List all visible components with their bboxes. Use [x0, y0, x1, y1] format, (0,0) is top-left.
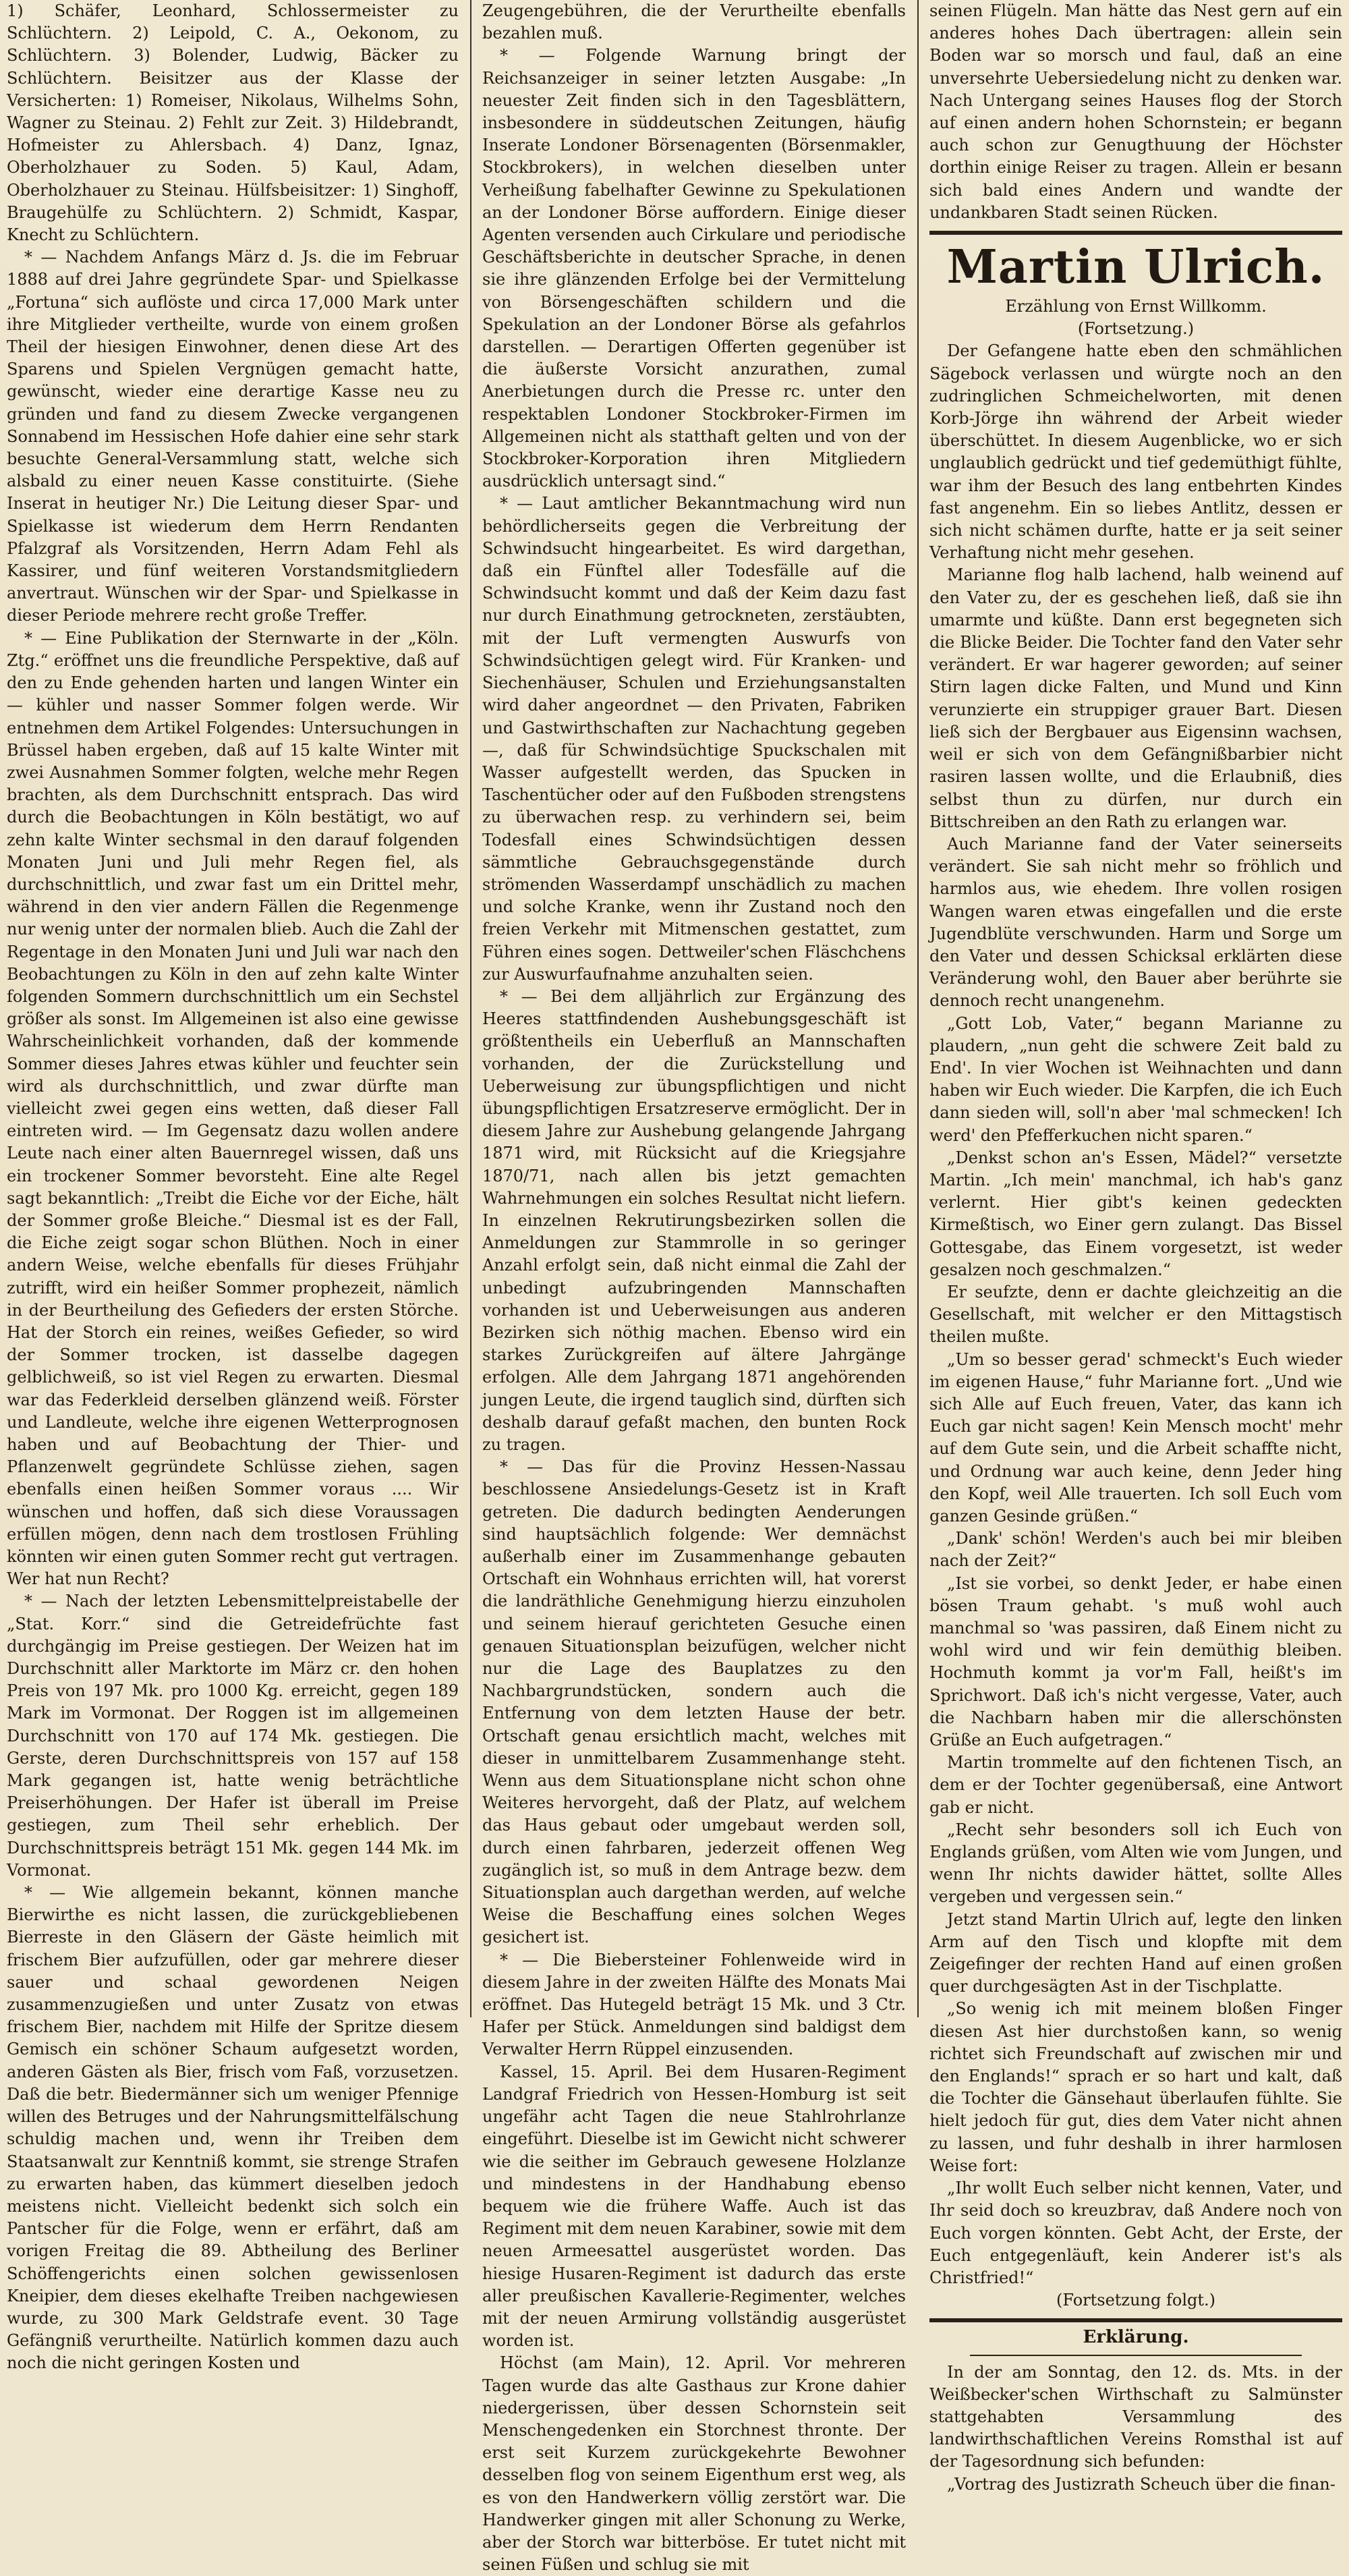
article-paragraph: * — Eine Publikation der Sternwarte in der „Köln. Ztg.“ eröffnet uns die freundliche Perspektive, daß auf den zu Ende gehenden harten und langen Winter ein — kühler und nasser Sommer folgen werde. Wir entnehmen dem Artikel Folgendes: Untersuchungen in Brüssel haben ergeben, daß auf 15 kalte Winter mit zwei Ausnahmen Sommer folgten, welche mehr Regen brachten, als dem Durchschnitt entsprach. Das wird durch die Beobachtungen in Köln bestätigt, wo auf zehn kalte Winter sechsmal in den darauf folgenden Monaten Juni und Juli mehr Regen fiel, als durchschnittlich, und zwar fast um ein Drittel mehr, während in den vier andern Fällen die Regenmenge nur wenig unter der normalen blieb. Auch die Zahl der Regentage in den Monaten Juni und Juli war nach den Beobachtungen zu Köln in den auf zehn kalte Winter folgenden Sommern durchschnittlich um ein Sechstel größer als sonst. Im Allgemeinen ist also eine gewisse Wahrscheinlichkeit vorhanden, daß der kommende Sommer dieses Jahres etwas kühler und feuchter sein wird als durchschnittlich, und zwar dürfte man vielleicht zwei gegen eins wetten, daß dieser Fall eintreten wird. — Im Gegensatz dazu wollen andere Leute nach einer alten Bauernregel wissen, daß uns ein trockener Sommer bevorsteht. Eine alte Regel sagt bekanntlich: „Treibt die Eiche vor der Eiche, hält der Sommer große Bleiche.“ Diesmal ist es der Fall, die Eiche zeigt sogar schon Blüthen. Noch in einer andern Weise, welche ebenfalls für dieses Frühjahr zutrifft, wird ein heißer Sommer prophezeit, nämlich in der Beurtheilung des Gefieders der ersten Störche. Hat der Storch ein reines, weißes Gefieder, so wird der Sommer trocken, ist dasselbe dagegen gelblichweiß, so ist viel Regen zu erwarten. Diesmal war das Federkleid derselben glänzend weiß. Förster und Landleute, welche ihre eigenen Wetterprognosen haben und auf Beobachtung der Thier- und Pflanzenwelt gegründete Schlüsse ziehen, sagen ebenfalls einen heißen Sommer voraus .... Wir wünschen und hoffen, daß sich diese Voraussagen erfüllen mögen, denn nach dem trostlosen Frühling könnten wir einen guten Sommer recht gut vertragen. Wer hat nun Recht?: [7, 628, 459, 1589]
article-paragraph: Höchst (am Main), 12. April. Vor mehreren Tagen wurde das alte Gasthaus zur Krone dahier niedergerissen, über dessen Schornstein seit Menschengedenken ein Storchnest thronte. Der erst seit Kurzem zurückgekehrte Bewohner desselben flog von seinem Eigenthum erst weg, als es von den Handwerkern völlig zerstört war. Die Handwerker gingen mit aller Schonung zu Werke, aber der Storch war bitterböse. Er tutet nicht mit seinen Füßen und schlug sie mit: [482, 2353, 906, 2575]
notice-paragraph: In der am Sonntag, den 12. ds. Mts. in der Weißbecker'schen Wirthschaft zu Salmünster stattgehabten Versammlung des landwirthschaftlichen Vereins Romsthal ist auf der Tagesordnung sich befunden:: [929, 2362, 1342, 2471]
article-paragraph: Zeugengebühren, die der Verurtheilte ebenfalls bezahlen muß.: [482, 1, 906, 43]
article-paragraph: * — Nachdem Anfangs März d. Js. die im Februar 1888 auf drei Jahre gegründete Spar- und Spielkasse „Fortuna“ sich auflöste und circa 17,000 Mark unter ihre Mitglieder vertheilte, wurde von einem großen Theil der hiesigen Einwohner, denen diese Art des Sparens und Spielen Vergnügen gemacht hatte, gewünscht, wieder eine derartige Kasse neu zu gründen und fand zu diesem Zwecke vergangenen Sonnabend im Hessischen Hofe dahier eine sehr stark besuchte General-Versammlung statt, welche sich alsbald zu einer neuen Kasse constituirte. (Siehe Inserat in heutiger Nr.) Die Leitung dieser Spar- und Spielkasse ist wiederum dem Herrn Rendanten Pfalzgraf als Vorsitzenden, Herrn Adam Fehl als Kassirer, und fünf weiteren Vorstandsmitgliedern anvertraut. Wünschen wir der Spar- und Spielkasse in dieser Periode mehrere recht große Treffer.: [7, 248, 459, 625]
article-paragraph: Kassel, 15. April. Bei dem Husaren-Regiment Landgraf Friedrich von Hessen-Homburg ist seit ungefähr acht Tagen die neue Stahlrohrlanze eingeführt. Dieselbe ist im Gewicht nicht schwerer wie die seither im Gebrauch gewesene Holzlanze und mindestens in der Handhabung ebenso bequem wie die frühere Waffe. Auch ist das Regiment mit dem neuen Karabiner, sowie mit dem neuen Armeesattel ausgerüstet worden. Das hiesige Husaren-Regiment ist dadurch das erste aller preußischen Kavallerie-Regimenter, welches mit der neuen Armirung vollständig ausgerüstet worden ist.: [482, 2062, 906, 2351]
serial-paragraph: „So wenig ich mit meinem bloßen Finger diesen Ast hier durchstoßen kann, so wenig richtet sich Freundschaft auf zwischen mir und den Englands!“ sprach er so hart und kalt, daß die Tochter die Gänsehaut überlaufen fühlte. Sie hielt jedoch für gut, dies dem Vater nicht ahnen zu lassen, und fuhr deshalb in ihrer harmlosen Weise fort:: [929, 1999, 1342, 2175]
article-paragraph: * — Das für die Provinz Hessen-Nassau beschlossene Ansiedelungs-Gesetz ist in Kraft getreten. Die dadurch bedingten Aenderungen sind hauptsächlich folgende: Wer demnächst außerhalb einer im Zusammenhange gebauten Ortschaft ein Wohnhaus errichten will, hat vorerst die landräthliche Genehmigung hierzu einzuholen und seinem hierauf gerichteten Gesuche einen genauen Situationsplan beizufügen, welcher nicht nur die Lage des Bauplatzes zu den Nachbargrundstücken, sondern auch die Entfernung von dem letzten Hause der betr. Ortschaft genau ersichtlich macht, welches mit dieser in unmittelbarem Zusammenhange steht. Wenn aus dem Situationsplane nicht schon ohne Weiteres hervorgeht, daß der Platz, auf welchem das Haus gebaut oder umgebaut werden soll, durch einen fahrbaren, jederzeit offenen Weg zugänglich ist, so muß in dem Antrage bezw. dem Situationsplan auch dargethan werden, auf welche Weise die Beschaffung eines solchen Weges gesichert ist.: [482, 1457, 906, 1947]
article-paragraph: 1) Schäfer, Leonhard, Schlossermeister zu Schlüchtern. 2) Leipold, C. A., Oekonom, zu Schlüchtern. 3) Bolender, Ludwig, Bäcker zu Schlüchtern. Beisitzer aus der Klasse der Versicherten: 1) Romeiser, Nikolaus, Wilhelms Sohn, Wagner zu Steinau. 2) Fehlt zur Zeit. 3) Hildebrandt, Hofmeister zu Ahlersbach. 4) Danz, Ignaz, Oberholzhauer zu Soden. 5) Kaul, Adam, Oberholzhauer zu Steinau. Hülfsbeisitzer: 1) Singhoff, Braugehülfe zu Schlüchtern. 2) Schmidt, Kaspar, Knecht zu Schlüchtern.: [7, 1, 459, 245]
serial-paragraph: „Ist sie vorbei, so denkt Jeder, er habe einen bösen Traum gehabt. 's muß wohl auch manchmal so 'was passiren, daß Einem nicht zu wohl wird und wir fein demüthig bleiben. Hochmuth kommt ja vor'm Fall, heißt's im Sprichwort. Daß ich's nicht vergesse, Vater, auch die Nachbarn haben mir die allerschönsten Grüße an Euch aufgetragen.“: [929, 1573, 1342, 1750]
article-paragraph: * — Nach der letzten Lebensmittelpreistabelle der „Stat. Korr.“ sind die Getreidefrüchte fast durchgängig im Preise gestiegen. Der Weizen hat im Durchschnitt aller Marktorte im März cr. den hohen Preis von 197 Mk. pro 1000 Kg. erreicht, gegen 189 Mark im Vormonat. Der Roggen ist im allgemeinen Durchschnitt von 170 auf 174 Mk. gestiegen. Die Gerste, deren Durchschnittspreis von 157 auf 158 Mark gegangen ist, hatte wenig beträchtliche Preiserhöhungen. Der Hafer ist überall im Preise gestiegen, zum Theil sehr erheblich. Der Durchschnittspreis beträgt 151 Mk. gegen 144 Mk. im Vormonat.: [7, 1592, 459, 1880]
serial-paragraph: „Ihr wollt Euch selber nicht kennen, Vater, und Ihr seid doch so kreuzbrav, daß Andere noch von Euch vorgen könnten. Gebt Acht, der Erste, der Euch entgegenläuft, kein Anderer ist's als Christfried!“: [929, 2179, 1342, 2287]
serial-continuation: (Fortsetzung.): [1077, 319, 1195, 339]
article-paragraph: * — Laut amtlicher Bekanntmachung wird nun behördlicherseits gegen die Verbreitung der Schwindsucht hingearbeitet. Es wird dargethan, daß ein Fünftel aller Todesfälle auf die Schwindsucht kommt und daß der Keim dazu fast nur durch Einathmung getrockneten, zerstäubten, mit der Luft vermengten Auswurfs von Schwindsüchtigen gelegt wird. Für Kranken- und Siechenhäuser, Schulen und Erziehungsanstalten wird daher angeordnet — den Privaten, Fabriken und Gastwirthschaften zur Nachachtung gegeben —, daß für Schwindsüchtige Spuckschalen mit Wasser aufgestellt werden, das Spucken in Taschentücher oder auf den Fußboden strengstens zu überwachen resp. zu verhindern sei, beim Todesfall eines Schwindsüchtigen dessen sämmtliche Gebrauchsgegenstände durch strömenden Wasserdampf unschädlich zu machen und solche Kranke, wenn ihr Zustand noch den freien Verkehr mit Mitmenschen gestattet, zum Führen eines sogen. Dettweiler'schen Fläschchens zur Auswurfaufnahme anzuhalten seien.: [482, 494, 906, 984]
serial-paragraph: Jetzt stand Martin Ulrich auf, legte den linken Arm auf den Tisch und klopfte mit dem Zeigefinger der rechten Hand auf einen großen quer durchgesägten Ast in der Tischplatte.: [929, 1909, 1342, 1996]
serial-end: (Fortsetzung folgt.): [1056, 2291, 1215, 2310]
serial-paragraph: Auch Marianne fand der Vater seinerseits verändert. Sie sah nicht mehr so fröhlich und harmlos aus, wie ehedem. Ihre vollen rosigen Wangen waren etwas eingefallen und die erste Jugendblüte verschwunden. Harm und Sorge um den Vater und dessen Schicksal erklärten diese Veränderung wohl, den Bauer aber berührte sie dennoch recht unangenehm.: [929, 834, 1342, 1011]
serial-paragraph: „Denkst schon an's Essen, Mädel?“ versetzte Martin. „Ich mein' manchmal, ich hab's ganz verlernt. Hier gibt's keinen gedeckten Kirmeßtisch, wo Einer gern zulangt. Das Bissel Gottesgabe, das Einem vorgesetzt, ist weder gesalzen noch geschmalzen.“: [929, 1148, 1342, 1279]
section-rule: [929, 231, 1342, 235]
serial-paragraph: Martin trommelte auf den fichtenen Tisch, an dem er der Tochter gegenübersaß, eine Antwort gab er nicht.: [929, 1753, 1342, 1817]
article-paragraph: * — Die Biebersteiner Fohlenweide wird in diesem Jahre in der zweiten Hälfte des Monats Mai eröffnet. Das Hutegeld beträgt 15 Mk. und 3 Ctr. Hafer per Stück. Anmeldungen sind baldigst dem Verwalter Herrn Rüppel einzusenden.: [482, 1950, 906, 2059]
column-divider: [470, 0, 471, 2017]
notice-rule: [970, 2355, 1302, 2356]
serial-paragraph: „Recht sehr besonders soll ich Euch von Englands grüßen, vom Alten wie vom Jungen, und wenn Ihr nichts dawider hättet, sollte Alles vergeben und vergessen sein.“: [929, 1820, 1342, 1907]
serial-paragraph: Marianne flog halb lachend, halb weinend auf den Vater zu, der es geschehen ließ, daß sie ihn umarmte und küßte. Dann erst begegneten sich die Blicke Beider. Die Tochter fand den Vater sehr verändert. Er war hagerer geworden; auf seiner Stirn lagen dicke Falten, und Mund und Kinn verunzierte ein struppiger grauer Bart. Diesen ließ sich der Bergbauer aus Eigensinn wachsen, weil er sich von dem Gefängnißbarbier nicht rasiren lassen wollte, und die Erlaubniß, dies selbst thun zu dürfen, nur durch ein Bittschreiben an den Rath zu erlangen war.: [929, 565, 1342, 831]
serial-title: Martin Ulrich.: [946, 240, 1325, 295]
serial-subtitle: Erzählung von Ernst Willkomm.: [1005, 297, 1267, 316]
serial-paragraph: „Um so besser gerad' schmeckt's Euch wieder im eigenen Hause,“ fuhr Marianne fort. „Und wie sich Alle auf Euch freuen, Vater, das kann ich Euch gar nicht sagen! Kein Mensch mocht' mehr auf dem Gute sein, und die Arbeit schaffte nicht, und Ordnung war auch keine, denn Jeder hing den Kopf, weil Alle trauerten. Ich soll Euch vom ganzen Gesinde grüßen.“: [929, 1349, 1342, 1525]
notice-title: Erklärung.: [1083, 2327, 1189, 2348]
article-paragraph: * — Bei dem alljährlich zur Ergänzung des Heeres stattfindenden Aushebungsgeschäft ist größtentheils ein Ueberfluß an Mannschaften vorhanden, der die Zurückstellung und Ueberweisung zur übungspflichtigen und nicht übungspflichtigen Ersatzreserve ermöglicht. Der in diesem Jahre zur Aushebung gelangende Jahrgang 1871 wird, mit Rücksicht auf die Kriegsjahre 1870/71, nach allen bis jetzt gemachten Wahrnehmungen ein solches Resultat nicht liefern. In einzelnen Rekrutirungsbezirken sollen die Anmeldungen zur Stammrolle in so geringer Anzahl erfolgt sein, daß nicht einmal die Zahl der unbedingt aufzubringenden Mannschaften vorhanden ist und Ueberweisungen aus anderen Bezirken sich nöthig machen. Ebenso wird ein starkes Zurückgreifen auf ältere Jahrgänge erfolgen. Alle dem Jahrgang 1871 angehörenden jungen Leute, die irgend tauglich sind, dürften sich deshalb darauf gefaßt machen, den bunten Rock zu tragen.: [482, 986, 906, 1454]
serial-paragraph: „Gott Lob, Vater,“ begann Marianne zu plaudern, „nun geht die schwere Zeit bald zu End'. In vier Wochen ist Weihnachten und dann haben wir Euch wieder. Die Karpfen, die ich Euch dann sieden will, soll'n aber 'mal schmecken! Ich werd' den Pfefferkuchen nicht sparen.“: [929, 1013, 1342, 1145]
column-divider: [917, 0, 919, 2017]
section-rule: [929, 2318, 1342, 2322]
serial-paragraph: Er seufzte, denn er dachte gleichzeitig an die Gesellschaft, mit welcher er den Mittagstisch theilen mußte.: [929, 1282, 1342, 1347]
column-middle: [476, 0, 913, 2575]
notice-paragraph: „Vortrag des Justizrath Scheuch über die finan-: [947, 2474, 1336, 2494]
article-paragraph: seinen Flügeln. Man hätte das Nest gern auf ein anderes hohes Dach übertragen: allein sein Boden war so morsch und faul, daß an eine unversehrte Uebersiedelung nicht zu denken war. Nach Untergang seines Hauses flog der Storch auf einen andern hohen Schornstein; er begann auch schon zur Genugthuung der Höchster dorthin einige Reiser zu tragen. Allein er besann sich bald eines Andern und wandte der undankbaren Stadt seinen Rücken.: [929, 1, 1342, 222]
column-right: [923, 0, 1349, 2494]
article-paragraph: * — Folgende Warnung bringt der Reichsanzeiger in seiner letzten Ausgabe: „In neuester Zeit finden sich in den Tagesblättern, insbesondere in süddeutschen Zeitungen, häufig Inserate Londoner Börsenagenten (Börsenmakler, Stockbrokers), in welchen dieselben unter Verheißung fabelhafter Gewinne zu Spekulationen an der Londoner Börse auffordern. Einige dieser Agenten versenden auch Cirkulare und periodische Geschäftsberichte in deutscher Sprache, in denen sie ihre glänzenden Erfolge bei der Vermittelung von Börsengeschäften schildern und die Spekulation an der Londoner Börse als gefahrlos darstellen. — Derartigen Offerten gegenüber ist die äußerste Vorsicht anzurathen, zumal Anerbietungen durch die Presse rc. unter den respektablen Londoner Stockbroker-Firmen im Allgemeinen nicht als statthaft gelten und von der Stockbroker-Korporation ihren Mitgliedern ausdrücklich untersagt sind.“: [482, 46, 906, 491]
column-left: [0, 0, 465, 2373]
serial-paragraph: Der Gefangene hatte eben den schmählichen Sägebock verlassen und würgte noch an den zudringlichen Schmeichelworten, mit denen Korb-Jörge ihn während der Arbeit wieder überschüttet. In diesem Augenblicke, wo er sich unglaublich gedrückt und tief gedemüthigt fühlte, war ihm der Besuch des lang entbehrten Kindes fast angenehm. Ein so liebes Antlitz, dessen er sich nicht schämen durfte, hatte er ja seit seiner Verhaftung nicht mehr gesehen.: [929, 341, 1342, 563]
article-paragraph: * — Wie allgemein bekannt, können manche Bierwirthe es nicht lassen, die zurückgebliebenen Bierreste in den Gläsern der Gäste heimlich mit frischem Bier aufzufüllen, oder gar mehrere dieser sauer und schaal gewordenen Neigen zusammenzugießen und unter Zusatz von etwas frischem Bier, nachdem mit Hilfe der Spritze diesem Gemisch ein schöner Schaum aufgesetzt worden, anderen Gästen als Bier, frisch vom Faß, vorzusetzen. Daß die betr. Biedermänner sich um weniger Pfennige willen des Betruges und der Nahrungsmittelfälschung schuldig machen und, wenn ihr Treiben dem Staatsanwalt zur Kenntniß kommt, sie strenge Strafen zu erwarten haben, das kümmert dieselben jedoch meistens nicht. Vielleicht bedenkt sich solch ein Pantscher für die Folge, wenn er erfährt, daß am vorigen Freitag die 89. Abtheilung des Berliner Schöffengerichts einen solchen gewissenlosen Kneipier, dem dieses ekelhafte Treiben nachgewiesen wurde, zu 300 Mark Geldstrafe event. 30 Tage Gefängniß verurtheilte. Natürlich kommen dazu auch noch die nicht geringen Kosten und: [7, 1883, 459, 2373]
serial-paragraph: „Dank' schön! Werden's auch bei mir bleiben nach der Zeit?“: [929, 1529, 1342, 1571]
